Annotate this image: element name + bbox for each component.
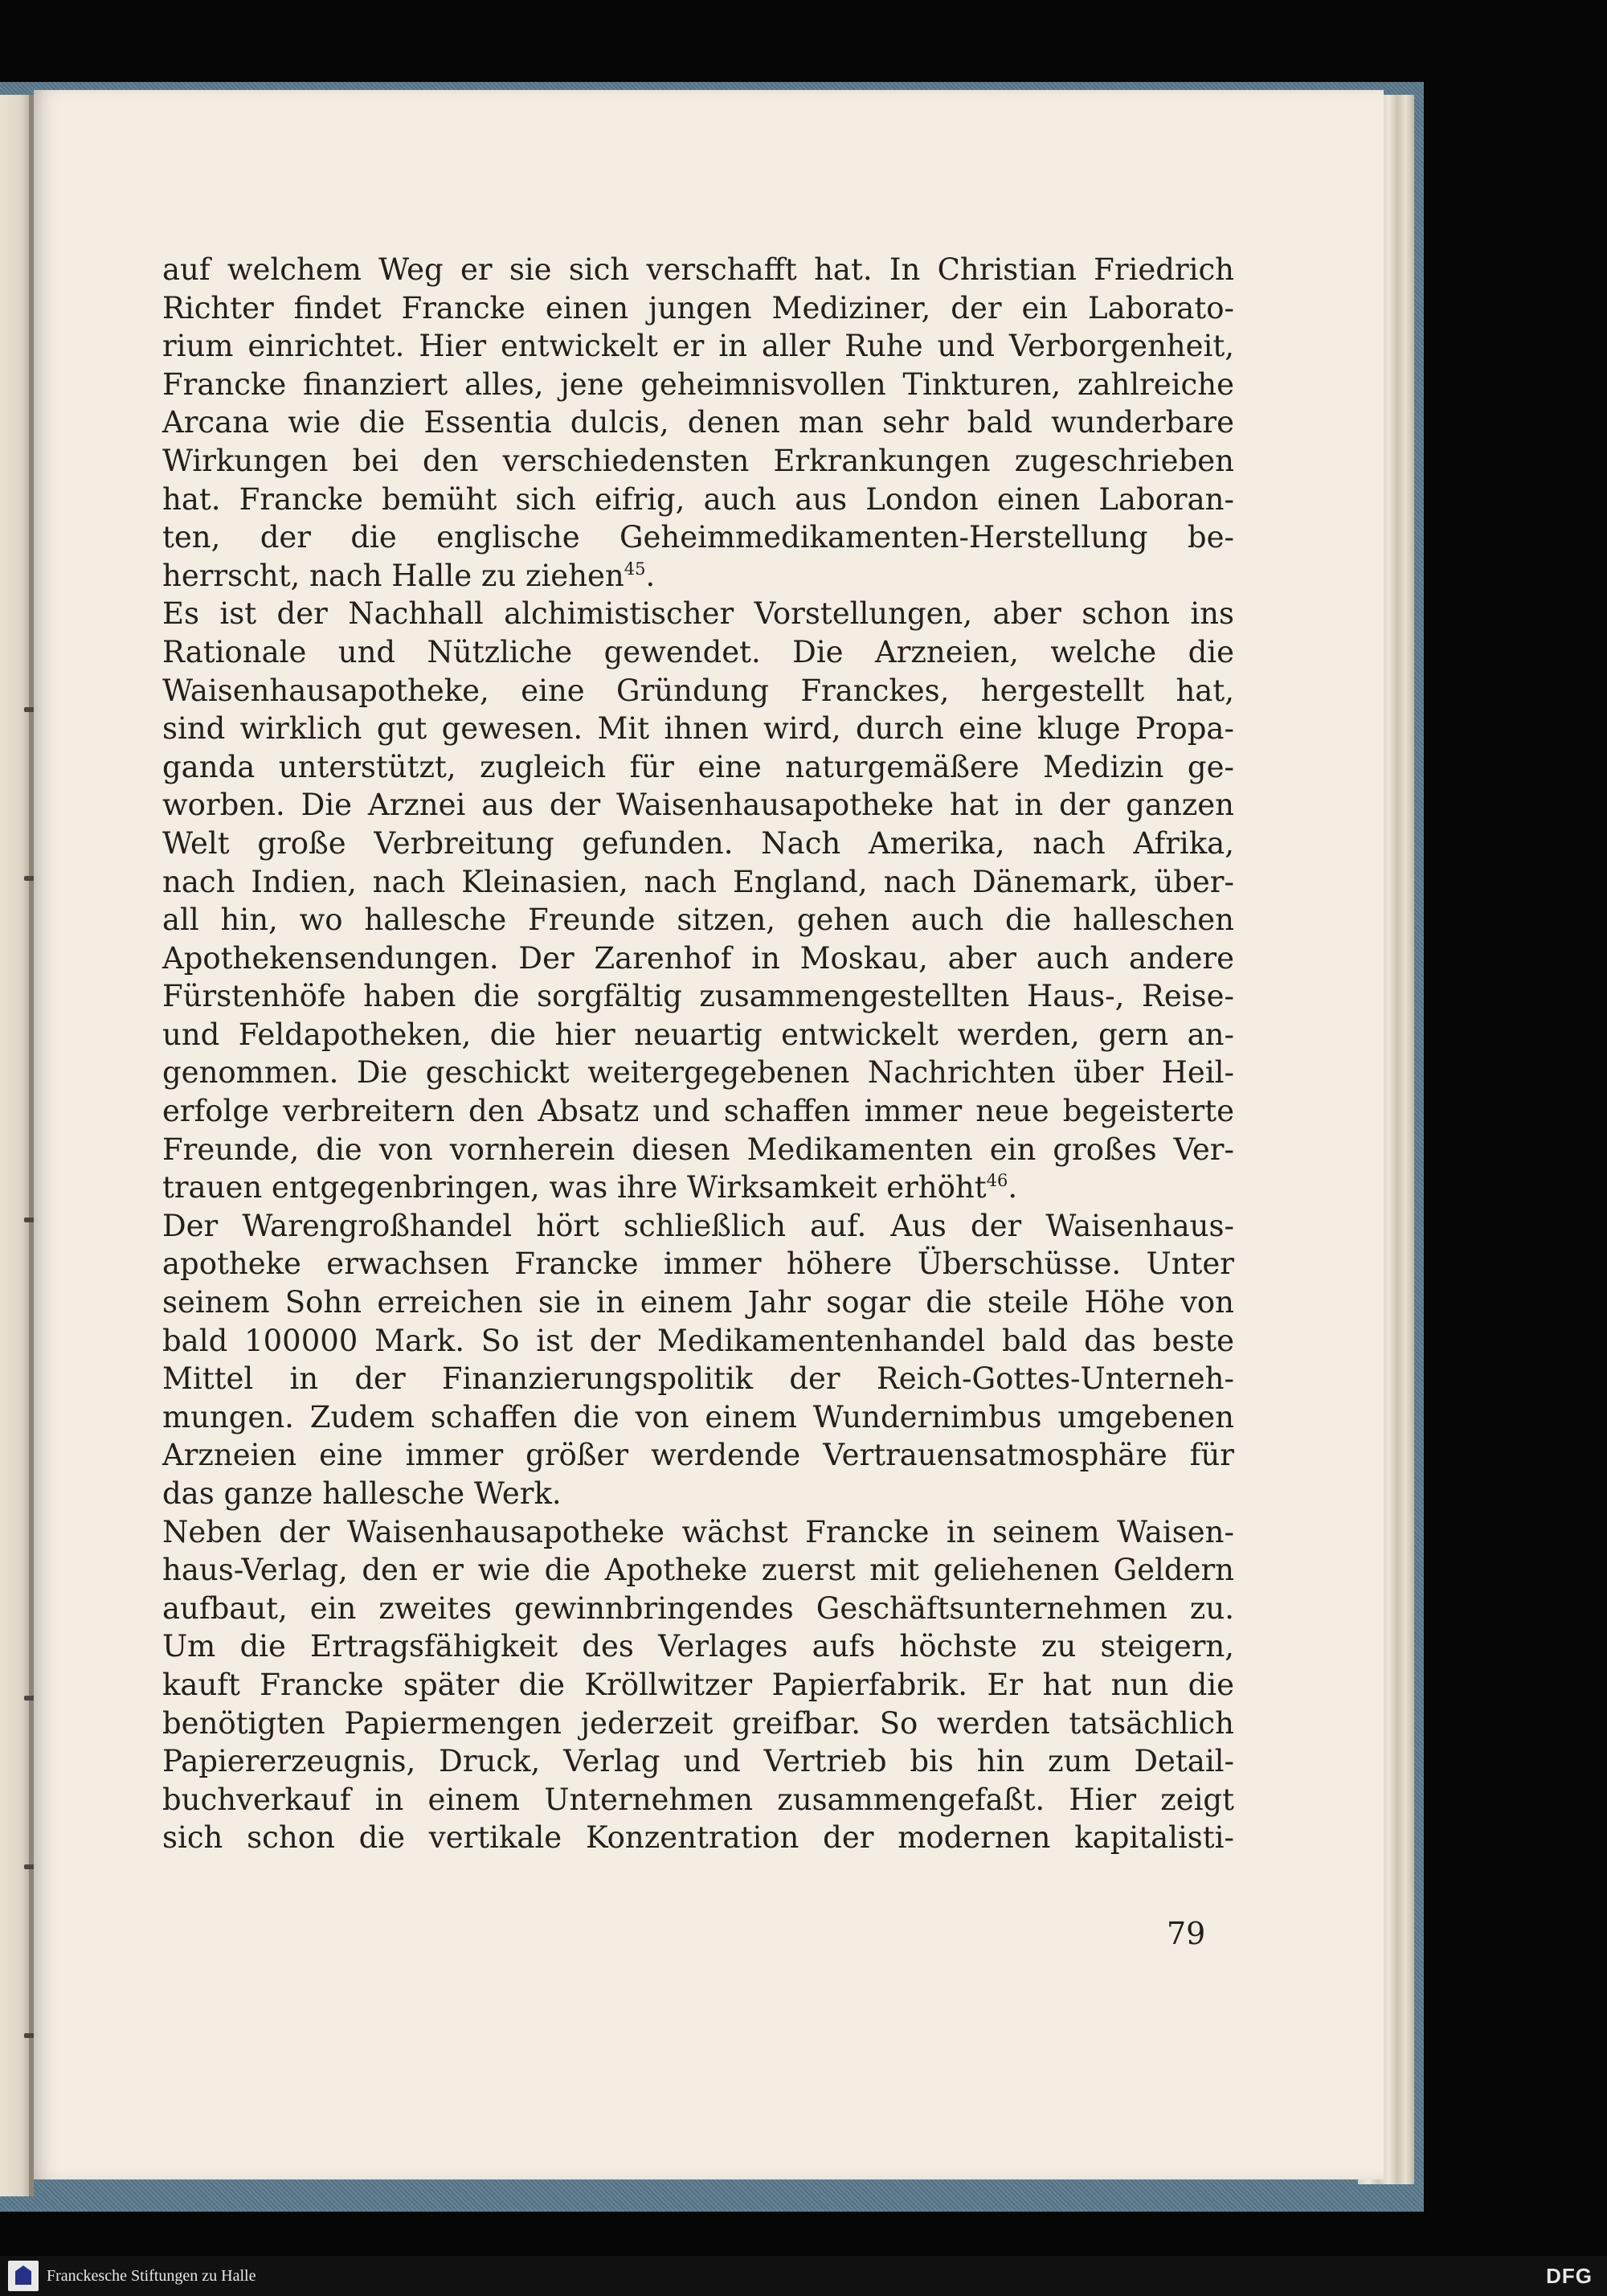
book-page xyxy=(34,90,1384,2179)
footnote-punct: . xyxy=(645,558,656,593)
text-line: Rationale und Nützliche gewendet. Die Arzneien, welche die xyxy=(162,634,1234,669)
dfg-logo: DFG xyxy=(1546,2264,1593,2288)
text-line: sind wirklich gut gewesen. Mit ihnen wird, durch eine kluge Propa- xyxy=(162,711,1234,747)
text-line: mungen. Zudem schaffen die von einem Wundernimbus umgebenen xyxy=(162,1399,1234,1434)
text-line: Papiererzeugnis, Druck, Verlag und Vertrieb bis hin zum Detail- xyxy=(162,1744,1234,1779)
footnote-ref: 46 xyxy=(986,1171,1008,1191)
text-line: hat. Francke bemüht sich eifrig, auch aus London einen Laboran- xyxy=(162,481,1234,517)
text-line: rium einrichtet. Hier entwickelt er in aller Ruhe und Verborgenheit, xyxy=(162,329,1234,364)
text-line: erfolge verbreitern den Absatz und schaffen immer neue begeisterte xyxy=(162,1094,1234,1129)
body-text xyxy=(162,251,1234,1857)
text-line: Es ist der Nachhall alchimistischer Vorstellungen, aber schon ins xyxy=(162,596,1234,632)
text-line: Arzneien eine immer größer werdende Vertrauensatmosphäre für xyxy=(162,1438,1234,1473)
footnote-punct: . xyxy=(1008,1170,1018,1205)
text-line: Fürstenhöfe haben die sorgfältig zusammengestellten Haus-, Reise- xyxy=(162,979,1234,1014)
text-line: seinem Sohn erreichen sie in einem Jahr sogar die steile Höhe von xyxy=(162,1285,1234,1320)
text-line: aufbaut, ein zweites gewinnbringendes Geschäftsunternehmen zu. xyxy=(162,1590,1234,1626)
text-line: und Feldapotheken, die hier neuartig entwickelt werden, gern an- xyxy=(162,1017,1234,1052)
text-line: Um die Ertragsfähigkeit des Verlages aufs höchste zu steigern, xyxy=(162,1629,1234,1664)
text-line: bald 100000 Mark. So ist der Medikamentenhandel bald das beste xyxy=(162,1323,1234,1358)
text-line: Neben der Waisenhausapotheke wächst Francke in seinem Waisen- xyxy=(162,1514,1234,1549)
text-line: sich schon die vertikale Konzentration der modernen kapitalisti- xyxy=(162,1820,1234,1856)
text-line: apotheke erwachsen Francke immer höhere Überschüsse. Unter xyxy=(162,1246,1234,1282)
text-line: kauft Francke später die Kröllwitzer Papierfabrik. Er hat nun die xyxy=(162,1667,1234,1702)
text-line: Wirkungen bei den verschiedensten Erkrankungen zugeschrieben xyxy=(162,443,1234,478)
page-number: 79 xyxy=(1167,1916,1206,1951)
institution-name: Franckesche Stiftungen zu Halle xyxy=(47,2267,256,2285)
text-line: ten, der die englische Geheimmedikamenten-Herstellung be- xyxy=(162,520,1234,555)
text-line: ganda unterstützt, zugleich für eine naturgemäßere Medizin ge- xyxy=(162,749,1234,784)
text-line: Francke finanziert alles, jene geheimnisvollen Tinkturen, zahlreiche xyxy=(162,366,1234,402)
left-page-edge xyxy=(0,95,31,2196)
text-line: Freunde, die von vornherein diesen Medikamenten ein großes Ver- xyxy=(162,1132,1234,1167)
text-line: Waisenhausapotheke, eine Gründung Franckes, hergestellt hat, xyxy=(162,673,1234,708)
text-line: worben. Die Arznei aus der Waisenhausapotheke hat in der ganzen xyxy=(162,788,1234,823)
text-line: Richter findet Francke einen jungen Mediziner, der ein Laborato- xyxy=(162,290,1234,325)
text-line: Welt große Verbreitung gefunden. Nach Amerika, nach Afrika, xyxy=(162,825,1234,861)
text-line: all hin, wo hallesche Freunde sitzen, gehen auch die halleschen xyxy=(162,902,1234,938)
text-line: haus-Verlag, den er wie die Apotheke zuerst mit geliehenen Geldern xyxy=(162,1553,1234,1588)
viewer-footer xyxy=(0,2256,1607,2296)
text-line xyxy=(162,1168,1234,1207)
text-line: Apothekensendungen. Der Zarenhof in Moskau, aber auch andere xyxy=(162,940,1234,976)
text-line: Der Warengroßhandel hört schließlich auf. Aus der Waisenhaus- xyxy=(162,1208,1234,1243)
text-line-content: trauen entgegenbringen, was ihre Wirksamkeit erhöht xyxy=(162,1170,987,1205)
text-line: auf welchem Weg er sie sich verschafft hat. In Christian Friedrich xyxy=(162,252,1234,287)
text-line: das ganze hallesche Werk. xyxy=(162,1476,562,1511)
footnote-ref: 45 xyxy=(624,559,646,579)
text-line-content: herrscht, nach Halle zu ziehen xyxy=(162,558,624,593)
institution-logo-icon xyxy=(8,2261,39,2291)
text-line: Mittel in der Finanzierungspolitik der Reich-Gottes-Unterneh- xyxy=(162,1361,1234,1397)
text-line: nach Indien, nach Kleinasien, nach England, nach Dänemark, über- xyxy=(162,864,1234,899)
text-line: genommen. Die geschickt weitergegebenen Nachrichten über Heil- xyxy=(162,1055,1234,1091)
text-line: Arcana wie die Essentia dulcis, denen man sehr bald wunderbare xyxy=(162,405,1234,440)
text-line xyxy=(162,557,1234,595)
text-line: buchverkauf in einem Unternehmen zusammengefaßt. Hier zeigt xyxy=(162,1782,1234,1817)
text-line: benötigten Papiermengen jederzeit greifbar. So werden tatsächlich xyxy=(162,1705,1234,1741)
